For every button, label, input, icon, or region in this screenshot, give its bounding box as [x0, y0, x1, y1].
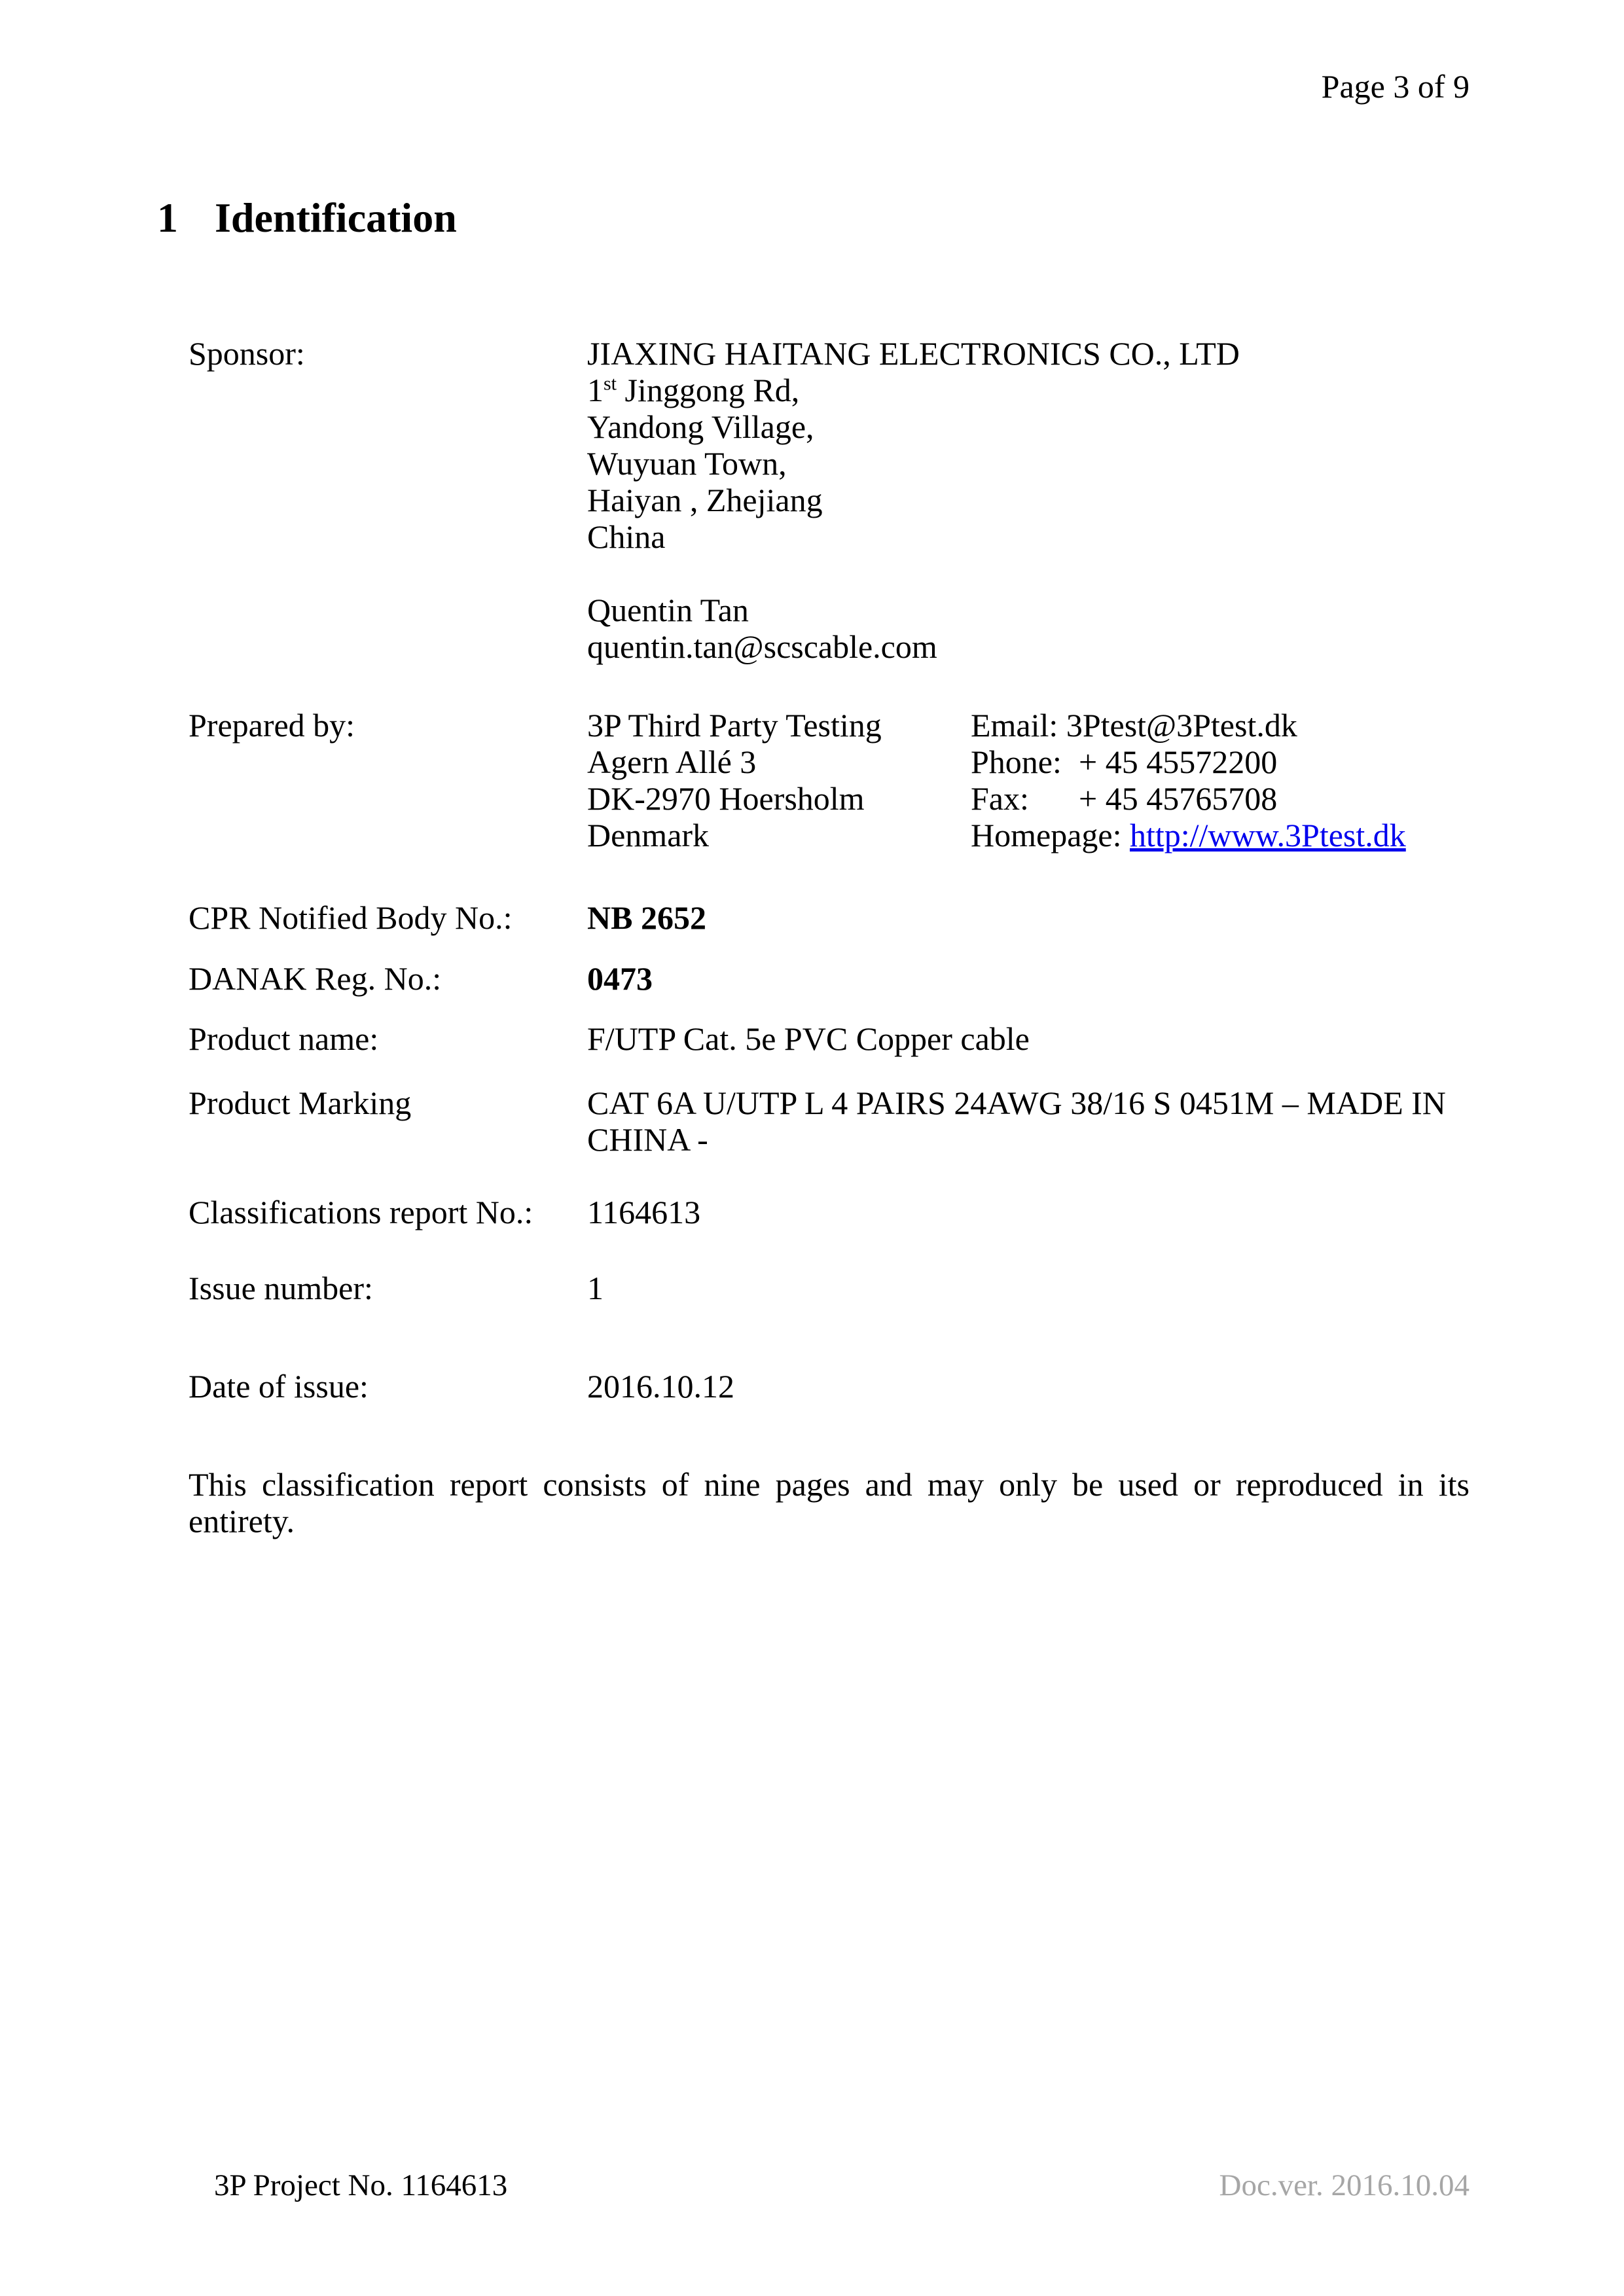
fax-label: Fax:	[971, 780, 1029, 817]
product-marking-row	[189, 1085, 1470, 1158]
product-marking-value: CAT 6A U/UTP L 4 PAIRS 24AWG 38/16 S 0451M – MADE IN CHINA -	[587, 1085, 1446, 1158]
address-number: 1	[587, 372, 604, 408]
prepared-by-address	[587, 707, 971, 853]
email-line	[971, 707, 1470, 744]
homepage-label: Homepage:	[971, 817, 1130, 853]
prepared-by-value	[587, 707, 1470, 853]
cpr-notified-body-row	[189, 899, 1470, 936]
date-of-issue-label: Date of issue:	[189, 1368, 369, 1405]
sponsor-company: JIAXING HAITANG ELECTRONICS CO., LTD	[587, 335, 1240, 372]
email-label: Email:	[971, 707, 1066, 744]
prepared-by-street: Agern Allé 3	[587, 744, 757, 780]
entirety-note: This classification report consists of nine pages and may only be used or reproduced in its entirety.	[189, 1466, 1470, 1539]
classifications-report-label: Classifications report No.:	[189, 1194, 533, 1230]
sponsor-address-line2: Yandong Village,	[587, 408, 814, 445]
cpr-notified-body-label: CPR Notified Body No.:	[189, 899, 513, 936]
product-name-label: Product name:	[189, 1020, 379, 1057]
phone-label: Phone:	[971, 744, 1062, 780]
section-heading	[157, 194, 457, 242]
sponsor-row	[189, 335, 1470, 665]
homepage-link[interactable]: http://www.3Ptest.dk	[1129, 817, 1406, 853]
identification-content	[189, 335, 1470, 1539]
fax-line	[971, 780, 1470, 817]
homepage-line	[971, 817, 1470, 853]
prepared-by-company: 3P Third Party Testing	[587, 707, 882, 744]
sponsor-address-line5: China	[587, 518, 666, 555]
issue-number-label: Issue number:	[189, 1270, 373, 1306]
prepared-by-city: DK-2970 Hoersholm	[587, 780, 865, 817]
phone-line	[971, 744, 1470, 780]
fax-value: + 45 45765708	[1079, 780, 1278, 817]
prepared-by-contact	[971, 707, 1470, 853]
classifications-report-value: 1164613	[587, 1194, 701, 1230]
email-value: 3Ptest@3Ptest.dk	[1066, 707, 1297, 744]
danak-reg-value: 0473	[587, 960, 653, 997]
sponsor-address-line3: Wuyuan Town,	[587, 445, 787, 482]
classifications-report-row	[189, 1194, 1470, 1230]
danak-reg-label: DANAK Reg. No.:	[189, 960, 442, 997]
footer-doc-version: Doc.ver. 2016.10.04	[1219, 2168, 1470, 2202]
page-number: Page 3 of 9	[1321, 68, 1470, 105]
phone-value: + 45 45572200	[1079, 744, 1278, 780]
product-marking-label: Product Marking	[189, 1085, 412, 1121]
prepared-by-label: Prepared by:	[189, 707, 355, 744]
date-of-issue-row	[189, 1368, 1470, 1405]
date-of-issue-value: 2016.10.12	[587, 1368, 734, 1405]
sponsor-address-line4: Haiyan , Zhejiang	[587, 482, 823, 518]
product-name-value: F/UTP Cat. 5e PVC Copper cable	[587, 1020, 1030, 1057]
spacer	[587, 555, 1470, 592]
sponsor-contact-name: Quentin Tan	[587, 592, 749, 628]
sponsor-label: Sponsor:	[189, 335, 305, 372]
section-number: 1	[157, 194, 178, 241]
sponsor-contact-email: quentin.tan@scscable.com	[587, 628, 937, 665]
cpr-notified-body-value: NB 2652	[587, 899, 706, 936]
section-title: Identification	[215, 194, 457, 241]
sponsor-value	[587, 335, 1470, 665]
prepared-by-row	[189, 707, 1470, 853]
issue-number-value: 1	[587, 1270, 604, 1306]
danak-reg-row	[189, 960, 1470, 997]
address-street: Jinggong Rd,	[617, 372, 800, 408]
issue-number-row	[189, 1270, 1470, 1306]
product-name-row	[189, 1020, 1470, 1057]
prepared-by-country: Denmark	[587, 817, 710, 853]
sponsor-address-line1	[587, 372, 1470, 408]
address-ordinal-suffix: st	[604, 372, 617, 395]
footer-project-number: 3P Project No. 1164613	[214, 2168, 508, 2202]
